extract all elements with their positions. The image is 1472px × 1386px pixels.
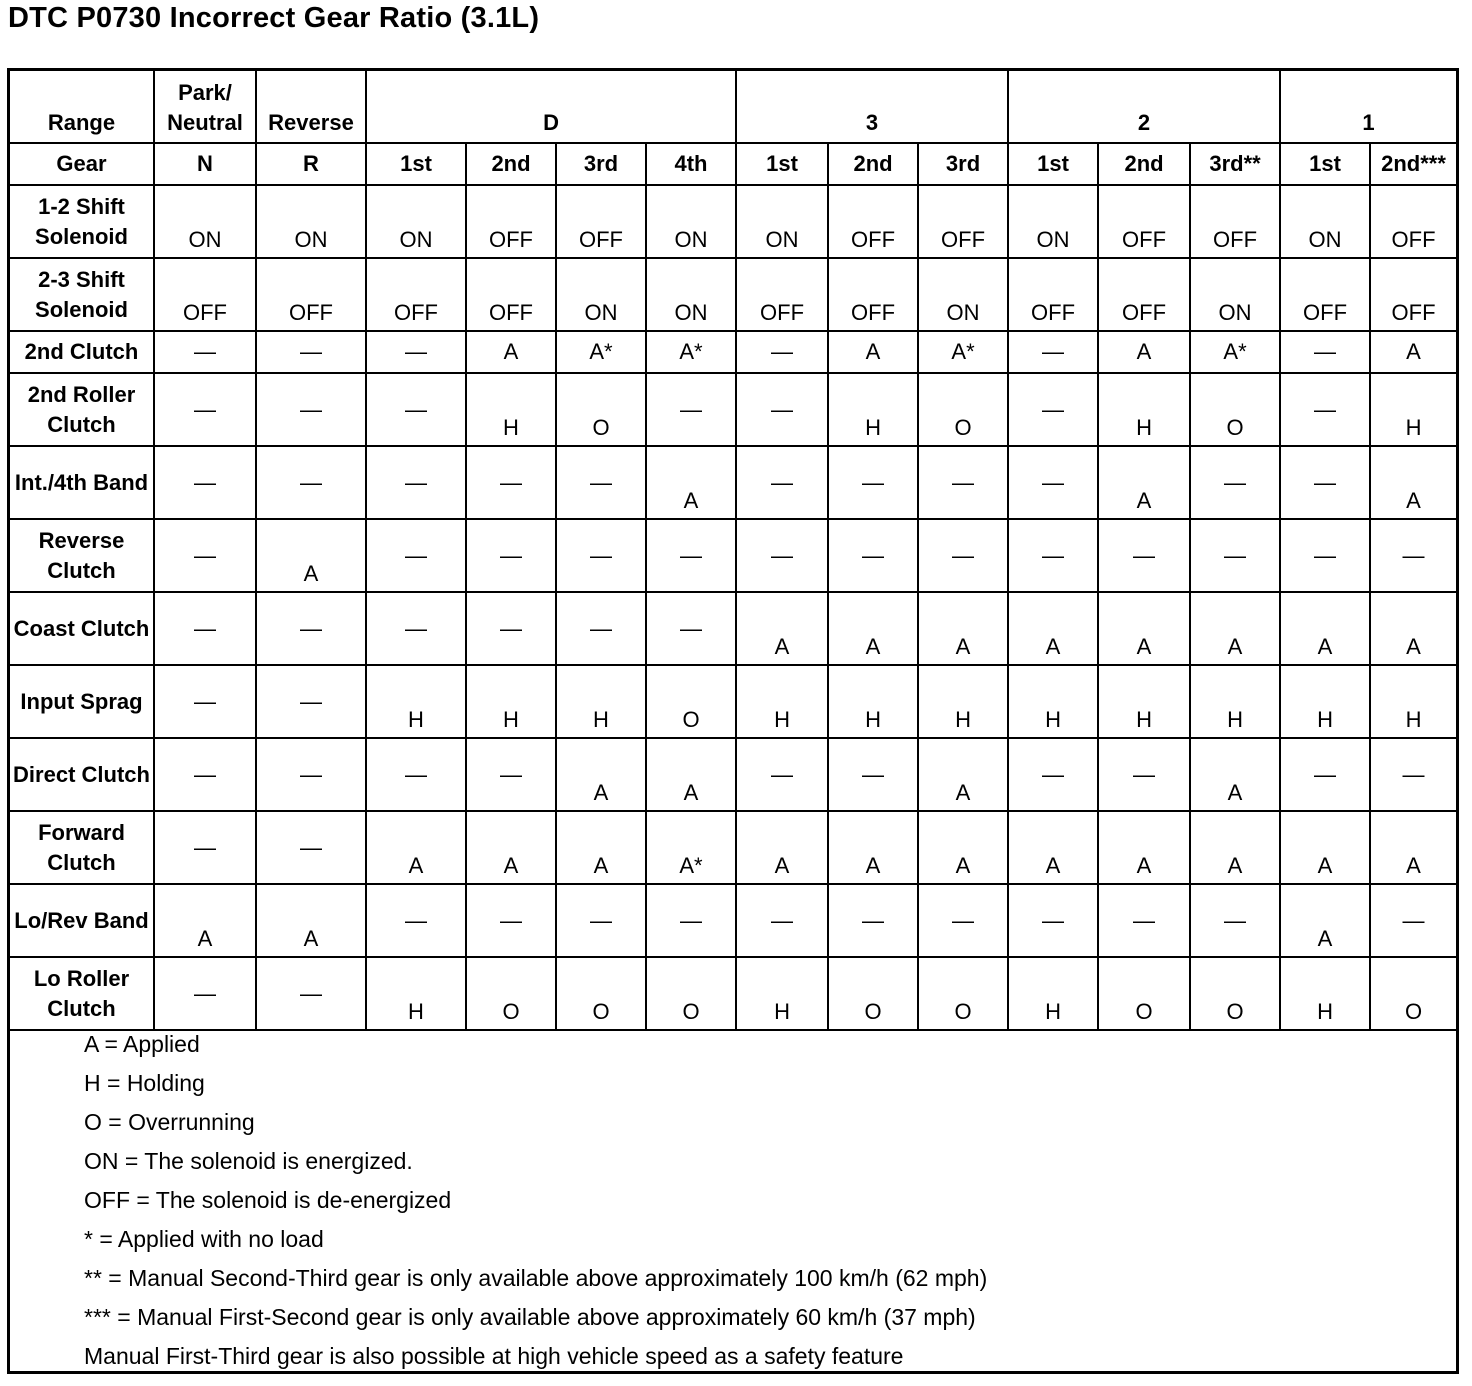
table-cell: — <box>1008 884 1098 957</box>
table-cell: OFF <box>466 258 556 331</box>
table-cell: OFF <box>154 258 256 331</box>
table-cell: A <box>918 811 1008 884</box>
table-cell: — <box>256 957 366 1030</box>
gear-header: 4th <box>646 143 736 185</box>
table-cell: — <box>466 519 556 592</box>
table-cell: A <box>1190 811 1280 884</box>
legend-item: ** = Manual Second-Third gear is only available above approximately 100 km/h (62 mph) <box>84 1265 988 1291</box>
table-row <box>10 957 1456 1030</box>
table-cell: — <box>154 519 256 592</box>
legend-item: OFF = The solenoid is de-energized <box>84 1187 452 1213</box>
table-cell: O <box>646 957 736 1030</box>
table-cell: — <box>154 811 256 884</box>
table-cell: — <box>466 884 556 957</box>
table-cell: H <box>1280 665 1370 738</box>
table-cell: — <box>1280 519 1370 592</box>
table-cell: — <box>366 519 466 592</box>
gear-header: 3rd <box>918 143 1008 185</box>
table-cell: — <box>1370 738 1456 811</box>
table-row <box>10 446 1456 519</box>
table-cell: — <box>154 957 256 1030</box>
table-cell: H <box>736 957 828 1030</box>
table-cell: — <box>154 665 256 738</box>
range-header: 2 <box>1008 71 1280 143</box>
table-cell: ON <box>256 185 366 258</box>
table-row <box>10 258 1456 331</box>
table-cell: A <box>828 811 918 884</box>
table-cell: A* <box>918 331 1008 373</box>
row-label: 2nd Clutch <box>10 331 154 373</box>
gear-header: 3rd <box>556 143 646 185</box>
gear-header-row <box>10 143 1456 185</box>
table-cell: O <box>646 665 736 738</box>
page-title: DTC P0730 Incorrect Gear Ratio (3.1L) <box>8 2 540 34</box>
table-cell: OFF <box>556 185 646 258</box>
table-cell: A <box>1370 446 1456 519</box>
table-cell: ON <box>556 258 646 331</box>
table-cell: O <box>828 957 918 1030</box>
table-cell: A* <box>646 331 736 373</box>
table-cell: H <box>918 665 1008 738</box>
table-cell: — <box>828 519 918 592</box>
table-cell: A <box>1098 331 1190 373</box>
table-cell: — <box>366 592 466 665</box>
gear-label: Gear <box>10 143 154 185</box>
table-cell: — <box>154 331 256 373</box>
table-cell: H <box>1098 665 1190 738</box>
table-cell: — <box>556 884 646 957</box>
table-cell: A <box>1190 592 1280 665</box>
table-cell: H <box>1098 373 1190 446</box>
gear-header: 2nd*** <box>1370 143 1456 185</box>
table-cell: A <box>1370 811 1456 884</box>
table-cell: — <box>736 884 828 957</box>
table-cell: — <box>466 446 556 519</box>
table-row <box>10 738 1456 811</box>
range-label: Range <box>10 71 154 143</box>
table-cell: — <box>154 738 256 811</box>
table-cell: H <box>366 665 466 738</box>
table-cell: — <box>1098 884 1190 957</box>
table-cell: ON <box>1008 185 1098 258</box>
table-cell: A <box>1098 592 1190 665</box>
table-cell: H <box>1190 665 1280 738</box>
row-label: Lo/Rev Band <box>10 884 154 957</box>
table-cell: — <box>1008 331 1098 373</box>
row-label: Int./4th Band <box>10 446 154 519</box>
table-cell: OFF <box>1280 258 1370 331</box>
table-cell: OFF <box>736 258 828 331</box>
table-cell: H <box>1008 665 1098 738</box>
gear-ratio-table <box>10 71 1456 1031</box>
table-row <box>10 373 1456 446</box>
table-cell: — <box>1008 446 1098 519</box>
gear-header: 2nd <box>1098 143 1190 185</box>
table-cell: H <box>556 665 646 738</box>
table-cell: ON <box>366 185 466 258</box>
table-cell: — <box>1280 446 1370 519</box>
table-cell: OFF <box>1008 258 1098 331</box>
table-cell: A <box>1008 811 1098 884</box>
table-cell: A <box>256 884 366 957</box>
table-cell: A* <box>556 331 646 373</box>
gear-header: R <box>256 143 366 185</box>
table-cell: — <box>256 331 366 373</box>
table-row <box>10 331 1456 373</box>
table-cell: — <box>366 331 466 373</box>
table-cell: H <box>466 373 556 446</box>
table-row <box>10 519 1456 592</box>
row-label: Coast Clutch <box>10 592 154 665</box>
table-cell: H <box>1008 957 1098 1030</box>
row-label: Forward Clutch <box>10 811 154 884</box>
legend-item: H = Holding <box>84 1070 205 1096</box>
table-cell: A <box>736 592 828 665</box>
table-cell: H <box>736 665 828 738</box>
table-cell: A <box>1370 592 1456 665</box>
table-cell: A <box>646 738 736 811</box>
row-label: Lo Roller Clutch <box>10 957 154 1030</box>
table-cell: O <box>1098 957 1190 1030</box>
table-cell: ON <box>1190 258 1280 331</box>
table-cell: — <box>466 738 556 811</box>
table-cell: — <box>736 373 828 446</box>
gear-header: 1st <box>736 143 828 185</box>
table-cell: H <box>366 957 466 1030</box>
range-header-row <box>10 71 1456 143</box>
table-cell: OFF <box>1098 258 1190 331</box>
table-cell: — <box>256 592 366 665</box>
table-cell: A <box>918 592 1008 665</box>
table-cell: A <box>828 331 918 373</box>
gear-header: 3rd** <box>1190 143 1280 185</box>
table-cell: H <box>1370 665 1456 738</box>
legend-item: ON = The solenoid is energized. <box>84 1148 413 1174</box>
table-cell: — <box>736 446 828 519</box>
table-cell: — <box>154 592 256 665</box>
gear-header: 2nd <box>466 143 556 185</box>
legend <box>84 1029 987 1380</box>
table-cell: OFF <box>828 185 918 258</box>
table-cell: OFF <box>828 258 918 331</box>
row-label: Input Sprag <box>10 665 154 738</box>
table-row <box>10 884 1456 957</box>
table-cell: H <box>466 665 556 738</box>
table-cell: H <box>1370 373 1456 446</box>
table-cell: — <box>1008 519 1098 592</box>
table-cell: OFF <box>1370 185 1456 258</box>
row-label: 2-3 Shift Solenoid <box>10 258 154 331</box>
gear-header: 1st <box>1280 143 1370 185</box>
gear-header: N <box>154 143 256 185</box>
row-label: Direct Clutch <box>10 738 154 811</box>
table-cell: ON <box>1280 185 1370 258</box>
table-cell: A* <box>646 811 736 884</box>
table-cell: — <box>828 884 918 957</box>
range-header: 3 <box>736 71 1008 143</box>
table-cell: — <box>154 446 256 519</box>
table-row <box>10 185 1456 258</box>
table-cell: — <box>918 884 1008 957</box>
table-cell: ON <box>646 258 736 331</box>
table-cell: ON <box>736 185 828 258</box>
table-cell: — <box>1370 884 1456 957</box>
table-cell: A <box>366 811 466 884</box>
table-cell: O <box>1190 373 1280 446</box>
range-header: 1 <box>1280 71 1456 143</box>
table-cell: A <box>1280 884 1370 957</box>
table-cell: — <box>736 519 828 592</box>
table-cell: A <box>1280 592 1370 665</box>
table-cell: ON <box>918 258 1008 331</box>
table-cell: — <box>1098 519 1190 592</box>
range-header: D <box>366 71 736 143</box>
table-cell: — <box>646 373 736 446</box>
table-cell: — <box>1280 331 1370 373</box>
table-cell: — <box>1098 738 1190 811</box>
table-cell: — <box>736 331 828 373</box>
table-cell: OFF <box>1098 185 1190 258</box>
table-cell: A <box>1098 811 1190 884</box>
table-cell: — <box>256 811 366 884</box>
legend-item: *** = Manual First-Second gear is only available above approximately 60 km/h (37 mph) <box>84 1304 976 1330</box>
range-header: Reverse <box>256 71 366 143</box>
table-cell: — <box>366 373 466 446</box>
table-cell: A <box>1190 738 1280 811</box>
table-cell: — <box>556 446 646 519</box>
gear-table-frame <box>7 68 1459 1374</box>
table-cell: O <box>1370 957 1456 1030</box>
table-cell: A <box>918 738 1008 811</box>
table-cell: O <box>918 957 1008 1030</box>
table-cell: A <box>154 884 256 957</box>
table-cell: A <box>466 811 556 884</box>
table-cell: OFF <box>918 185 1008 258</box>
table-cell: — <box>1008 738 1098 811</box>
legend-item: A = Applied <box>84 1031 200 1057</box>
legend-item: Manual First-Third gear is also possible at high vehicle speed as a safety feature <box>84 1343 904 1369</box>
table-cell: — <box>646 884 736 957</box>
table-cell: A <box>828 592 918 665</box>
table-cell: OFF <box>366 258 466 331</box>
table-cell: O <box>1190 957 1280 1030</box>
table-cell: — <box>1280 373 1370 446</box>
table-cell: — <box>828 446 918 519</box>
table-cell: — <box>1190 884 1280 957</box>
table-cell: — <box>256 738 366 811</box>
table-cell: — <box>256 665 366 738</box>
table-cell: — <box>556 592 646 665</box>
table-cell: — <box>366 446 466 519</box>
table-cell: A <box>1008 592 1098 665</box>
gear-header: 2nd <box>828 143 918 185</box>
table-cell: ON <box>646 185 736 258</box>
table-cell: A <box>1370 331 1456 373</box>
table-cell: A <box>466 331 556 373</box>
table-cell: — <box>366 884 466 957</box>
table-cell: — <box>646 592 736 665</box>
table-row <box>10 811 1456 884</box>
table-cell: OFF <box>466 185 556 258</box>
table-cell: H <box>828 373 918 446</box>
table-cell: — <box>256 373 366 446</box>
legend-item: * = Applied with no load <box>84 1226 324 1252</box>
row-label: 2nd Roller Clutch <box>10 373 154 446</box>
row-label: Reverse Clutch <box>10 519 154 592</box>
table-cell: — <box>556 519 646 592</box>
table-cell: OFF <box>1190 185 1280 258</box>
table-cell: O <box>918 373 1008 446</box>
table-cell: — <box>1008 373 1098 446</box>
table-cell: O <box>556 373 646 446</box>
table-cell: A <box>556 811 646 884</box>
table-cell: O <box>556 957 646 1030</box>
table-cell: — <box>1190 446 1280 519</box>
table-cell: ON <box>154 185 256 258</box>
table-cell: A <box>1098 446 1190 519</box>
table-cell: — <box>918 446 1008 519</box>
table-cell: — <box>256 446 366 519</box>
table-cell: — <box>918 519 1008 592</box>
table-cell: A <box>736 811 828 884</box>
row-label: 1-2 Shift Solenoid <box>10 185 154 258</box>
table-cell: — <box>1370 519 1456 592</box>
table-cell: — <box>366 738 466 811</box>
table-cell: A <box>256 519 366 592</box>
range-header: Park/ Neutral <box>154 71 256 143</box>
table-cell: A <box>646 446 736 519</box>
table-cell: — <box>154 373 256 446</box>
table-cell: — <box>1190 519 1280 592</box>
table-cell: — <box>828 738 918 811</box>
table-cell: A <box>1280 811 1370 884</box>
table-cell: H <box>1280 957 1370 1030</box>
table-row <box>10 665 1456 738</box>
gear-header: 1st <box>366 143 466 185</box>
table-cell: OFF <box>256 258 366 331</box>
table-cell: OFF <box>1370 258 1456 331</box>
table-cell: O <box>466 957 556 1030</box>
legend-item: O = Overrunning <box>84 1109 255 1135</box>
table-cell: — <box>646 519 736 592</box>
table-cell: A* <box>1190 331 1280 373</box>
table-cell: — <box>466 592 556 665</box>
table-cell: A <box>556 738 646 811</box>
table-cell: — <box>1280 738 1370 811</box>
table-row <box>10 592 1456 665</box>
table-cell: H <box>828 665 918 738</box>
table-cell: — <box>736 738 828 811</box>
gear-header: 1st <box>1008 143 1098 185</box>
